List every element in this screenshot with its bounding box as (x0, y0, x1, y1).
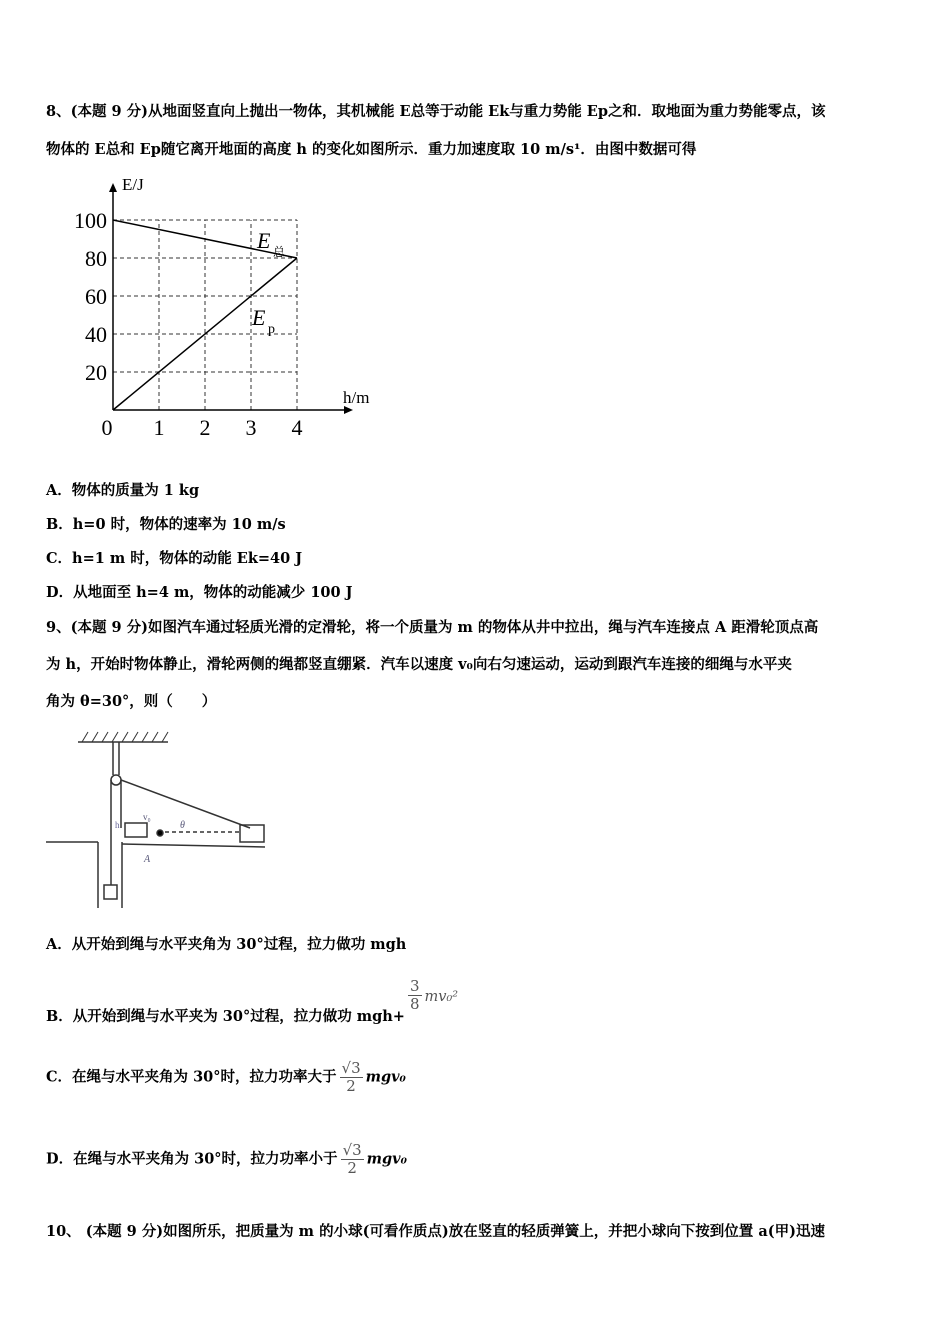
label-theta: θ (180, 820, 185, 831)
x-tick-label: 1 (153, 415, 165, 440)
q8-option-a: A．物体的质量为 1 kg (46, 482, 200, 499)
q9-line3: 角为 θ=30°，则（ ） (46, 693, 217, 710)
q8-line2: 物体的 E总和 Ep随它离开地面的高度 h 的变化如图所示．重力加速度取 10 m/s¹．由图中数据可得 (46, 141, 697, 158)
q10-line1: 10、 (本题 9 分)如图所乐，把质量为 m 的小球(可看作质点)放在竖直的轻质弹簧上，并把小球向下按到位置 a(甲)迅速 (46, 1223, 825, 1240)
y-tick-label: 60 (85, 284, 107, 309)
frac-num: √3 (342, 1141, 362, 1159)
x-tick-label: 4 (291, 415, 303, 440)
tail-mgv0: mgv₀ (365, 1068, 406, 1086)
q9-option-d (46, 1142, 407, 1177)
label-ep: E (252, 305, 266, 330)
y-axis-label: E/J (122, 175, 144, 194)
tail-mgv0: mgv₀ (366, 1150, 407, 1168)
label-h: h (115, 820, 120, 830)
label-a: A (144, 854, 151, 865)
q9-line1: 9、(本题 9 分)如图汽车通过轻质光滑的定滑轮，将一个质量为 m 的物体从井中拉出，绳与汽车连接点 A 距滑轮顶点高 (46, 619, 819, 636)
q9-option-b-text: B．从开始到绳与水平夹为 30°过程，拉力做功 mgh+ (46, 1008, 405, 1025)
label-v0: v₀ (143, 812, 151, 822)
label-etotal: E (257, 228, 271, 253)
x-tick-label: 2 (199, 415, 211, 440)
label-etotal-sub: 总 (273, 245, 286, 259)
q8-option-d: D．从地面至 h=4 m，物体的动能减少 100 J (46, 584, 353, 601)
frac-tail: mv₀² (424, 989, 459, 1005)
energy-height-chart (60, 170, 390, 445)
frac-num: 3 (409, 977, 420, 995)
y-tick-label: 80 (85, 246, 107, 271)
y-tick-label: 40 (85, 322, 107, 347)
frac-den: 8 (409, 995, 420, 1013)
frac-den: 2 (346, 1077, 356, 1095)
q8-line1: 8、(本题 9 分)从地面竖直向上抛出一物体，其机械能 E总等于动能 Ek与重力势能 Ep之和．取地面为重力势能零点，该 (46, 103, 826, 120)
x-tick-label: 3 (245, 415, 257, 440)
q9-option-a: A．从开始到绳与水平夹角为 30°过程，拉力做功 mgh (46, 936, 407, 953)
x-tick-label: 0 (101, 415, 113, 440)
y-tick-label: 100 (74, 208, 107, 233)
y-tick-label: 20 (85, 360, 107, 385)
frac-den: 2 (347, 1159, 357, 1177)
q9-option-b (46, 978, 458, 1027)
x-axis-label: h/m (343, 388, 370, 407)
x-axis-arrow (344, 406, 353, 414)
frac-num: √3 (341, 1059, 361, 1077)
q8-option-c: C．h=1 m 时，物体的动能 Ek=40 J (46, 550, 303, 567)
q9-option-d-text: D．在绳与水平夹角为 30°时，拉力功率小于 (46, 1150, 338, 1168)
pulley-car-figure (40, 720, 280, 920)
label-ep-sub: p (268, 322, 275, 337)
q9-line2: 为 h，开始时物体静止，滑轮两侧的绳都竖直绷紧．汽车以速度 v₀向右匀速运动，运动到跟汽车连接的细绳与水平夹 (46, 656, 792, 673)
y-axis-arrow (109, 183, 117, 192)
q9-option-c-text: C．在绳与水平夹角为 30°时，拉力功率大于 (46, 1068, 337, 1086)
q8-option-b: B．h=0 时，物体的速率为 10 m/s (46, 516, 286, 533)
q9-option-c (46, 1060, 406, 1095)
